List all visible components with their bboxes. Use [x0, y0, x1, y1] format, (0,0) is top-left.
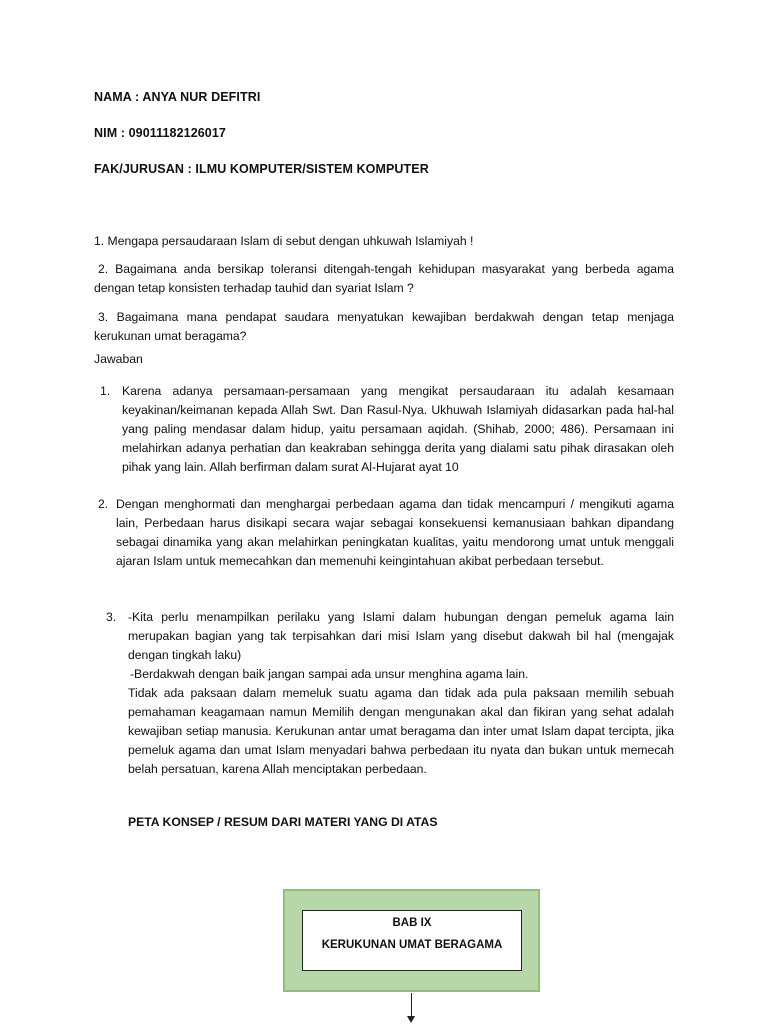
- down-arrow-icon: [407, 1016, 415, 1023]
- jawaban-label: Jawaban: [94, 352, 143, 366]
- answer-2-text: Dengan menghormati dan menghargai perbedaan agama dan tidak mencampuri / mengikuti agama lain, Perbedaan harus disikapi secara wajar sebagai konsekuensi kemanusiaan bahkan dipandang sebagai dinamika yang akan melahirkan peningkatan kualitas, yaitu mendorong umat untuk menggali ajaran Islam untuk memecahkan dan memenuhi keingintahuan akibat perbedaan tersebut.: [116, 497, 674, 568]
- answer-3-paragraph-3: Tidak ada paksaan dalam memeluk suatu agama dan tidak ada pula paksaan memilih sebuah pemahaman keagamaan namun Memilih dengan mengunakan akal dan fikiran yang sehat adalah kewajiban setiap manusia. Kerukunan antar umat beragama dan inter umat Islam dapat tercipta, jika pemeluk agama dan umat Islam menyadari bahwa perbedaan itu nyata dan bukan untuk memecah belah persatuan, karena Allah menciptakan perbedaan.: [128, 686, 674, 776]
- faculty-major: FAK/JURUSAN : ILMU KOMPUTER/SISTEM KOMPUTER: [94, 162, 429, 176]
- chapter-title: KERUKUNAN UMAT BERAGAMA: [321, 939, 503, 951]
- student-nim: NIM : 09011182126017: [94, 126, 226, 140]
- concept-map-title: PETA KONSEP / RESUM DARI MATERI YANG DI ATAS: [128, 815, 438, 829]
- answer-1-number: 1.: [100, 384, 111, 398]
- student-name: NAMA : ANYA NUR DEFITRI: [94, 90, 261, 104]
- question-1: 1. Mengapa persaudaraan Islam di sebut dengan uhkuwah Islamiyah !: [94, 234, 474, 248]
- answer-2-number: 2.: [98, 497, 109, 511]
- question-2: 2. Bagaimana anda bersikap toleransi ditengah-tengah kehidupan masyarakat yang berbeda agama dengan tetap konsisten terhadap tauhid dan syariat Islam ?: [94, 262, 674, 295]
- answer-3-paragraph-2: -Berdakwah dengan baik jangan sampai ada unsur menghina agama lain.: [130, 667, 529, 681]
- answer-3-paragraph-1: -Kita perlu menampilkan perilaku yang Islami dalam hubungan dengan pemeluk agama lain merupakan bagian yang tak terpisahkan dari misi Islam yang disebut dakwah bil hal (mengajak dengan tingkah laku): [128, 610, 674, 662]
- answer-3-text: [128, 608, 674, 779]
- concept-map-inner-box: [302, 910, 522, 971]
- answer-3-number: 3.: [106, 610, 117, 624]
- question-3: 3. Bagaimana mana pendapat saudara menyatukan kewajiban berdakwah dengan tetap menjaga kerukunan umat beragama?: [94, 310, 674, 343]
- chapter-label: BAB IX: [392, 917, 432, 929]
- answer-1-text: Karena adanya persamaan-persamaan yang mengikat persaudaraan itu adalah kesamaan keyakinan/keimanan kepada Allah Swt. Dan Rasul-Nya. Ukhuwah Islamiyah didasarkan pada hal-hal yang paling mendasar dalam hidup, yaitu persamaan aqidah. (Shihab, 2000; 486). Persamaan ini melahirkan adanya perhatian dan keakraban sehingga derita yang dialami satu pihak dirasakan oleh pihak yang lain. Allah berfirman dalam surat Al-Hujarat ayat 10: [122, 384, 674, 474]
